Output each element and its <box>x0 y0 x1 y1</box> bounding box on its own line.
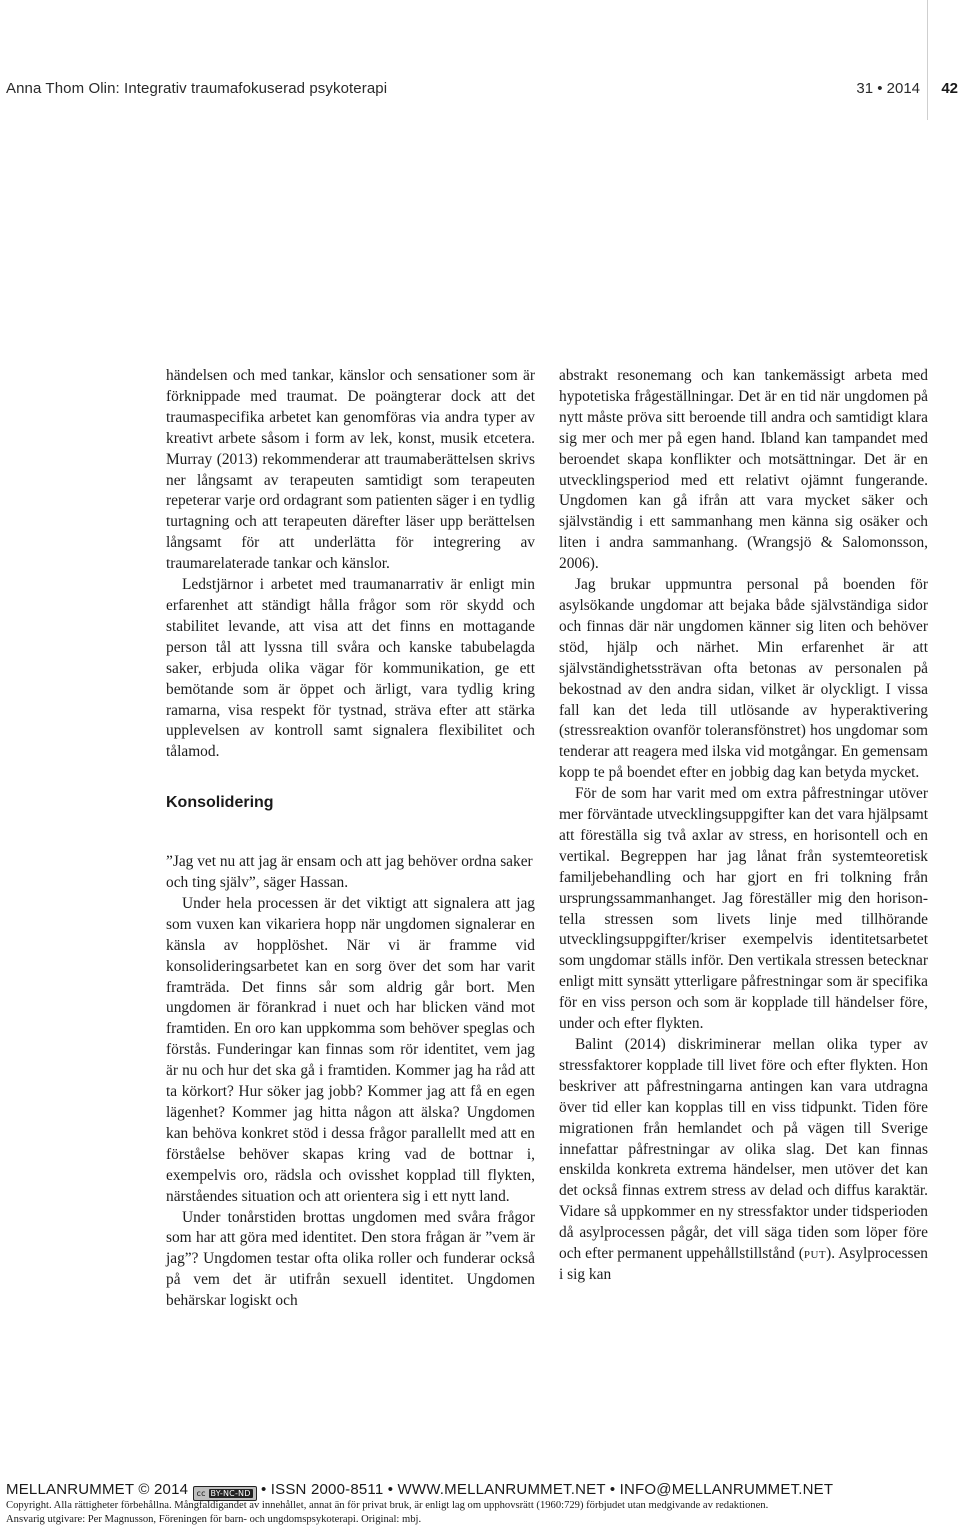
left-column <box>166 366 535 1312</box>
issue-label: 31 • 2014 <box>856 80 920 97</box>
paragraph-text: Balint (2014) diskriminerar mellan olika typer av stressfaktorer kopplade till livet före och efter flykten. Hon beskriver att påfrestningarna antingen kan vara utdragna över tid eller kan kopplas till en viss tidpunkt. Tiden före migrationen från hemlandet och på vägen till Sverige innefattar påfrestningar av olika slag. Det kan finnas enskilda konkreta extrema händelser, men utöver det kan det också finnas extrem stress av delad och diffus karaktär. Vidare så uppkommer en ny stressfaktor under tidsperioden då asylprocessen pågår, det vill säga tiden som löper före och efter permanent uppehållstillstånd ( <box>559 1036 928 1263</box>
cc-license-icon <box>193 1486 257 1501</box>
page-header <box>6 80 960 104</box>
section-heading: Konsolidering <box>166 794 274 812</box>
copyright-icon: © <box>138 1481 150 1498</box>
paragraph: Under hela processen är det viktigt att signalera att jag som vuxen kan vikariera hopp när ungdomen signalerar en känsla av hopplöshet. När vi är framme vid konsolideringsarbetet kan en sorg över det som har varit framträda. Det finns sår som aldrig går bort. Men ungdomen är förankrad i nuet och har blicken vänd mot framtiden. En oro kan uppkomma som behöver speglas och förstås. Funderingar kan finnas som rör identitet, vem jag är nu och hur det ska gå i framtiden. Kommer jag ha råd att ta körkort? Hur söker jag jobb? Kommer jag att få en egen lägenhet? Kommer jag hitta någon att älska? Ungdomen kan behöva konkret stöd i dessa frågor parallellt med att en förståelse behöver skapas kring vad de bottnar i, exempelvis oro, rädsla och ovisshet kopplad till flykten, närståendes situation och att orientera sig i ett nytt land. <box>166 894 535 1205</box>
paragraph: händelsen och med tankar, känslor och sensationer som är förknippade med traumat. De poängterar dock att det traumaspecifika arbetet kan genomföras via andra typer av kreativt arbete såsom i form av lek, konst, musik etcetera. Murray (2013) rekommenderar att traumaberättelsen skrivs ner långsamt av terapeuten samtidigt som terapeuten repeterar varje ord ordagrant som patienten säger i en tydlig turtagning och att terapeuten därefter läser upp berättelsen långsamt för att underlätta för integrering av traumarelaterade tankar och känslor. <box>166 367 535 573</box>
paragraph: Jag brukar uppmuntra personal på boenden för asylsökande ungdomar att bejaka både självständiga sidor och finnas där när ungdomen känner sig liten och behöver stöd, hjälp och närhet. Min erfarenhet är att självständighetssträvan ofta betonas av personalen på bekostnad av den andra sidan, vilket är olyckligt. I vissa fall kan det leda till utlösande av hyperaktivering (stressreaktion ovanför toleransfönstret) hos ungdomar som tenderar att reagera med ilska vid motgångar. En gemensam kopp te på boendet efter en jobbig dag kan betyda mycket. <box>559 576 928 782</box>
footer-copyright: Copyright. Alla rättigheter förbehållna. Mångfaldigandet av innehållet, annat än för privat bruk, är enligt lag om upphovsrätt (1960:729) förbjudet utan medgivande av redaktionen. <box>6 1500 769 1511</box>
block-quote: ”Jag vet nu att jag är ensam och att jag behöver ordna saker och ting själv”, säger Hassan. <box>166 853 533 892</box>
paragraph: Under tonårstiden brottas ungdomen med svåra frågor som har att göra med identitet. Den stora frågan är ”vem är jag”? Ungdomen testar ofta olika roller och funderar också på vem det är utifrån sexuell identitet. Ungdomen behärskar logiskt och <box>166 1208 535 1310</box>
footer-publisher: Ansvarig utgivare: Per Magnusson, Föreningen för barn- och ungdomspsykoterapi. Original: mbj. <box>6 1514 422 1525</box>
running-title: Anna Thom Olin: Integrativ traumafokuserad psykoterapi <box>6 80 388 97</box>
cc-mark: cc <box>196 1489 206 1498</box>
footer-masthead <box>6 1481 956 1501</box>
paragraph: Ledstjärnor i arbetet med traumanarrativ är enligt min erfarenhet att ständigt hålla frågor som rör skydd och stabilitet levande, att visa att det finns en mottagande person tål att lyssna till svåra och kanske tabubelagda saker, erbjuda olika vägar för kommunikation, ge ett bemötande som är öppet och ärligt, vara tydlig kring ramarna, visa respekt för tystnad, sträva efter att stärka upplevelsen av kontroll samt signalera flexibilitet och tålamod. <box>166 576 535 761</box>
paragraph: abstrakt resonemang och kan tankemässigt arbeta med hypotetiska frågeställningar. Det är en tid när ungdomen på nytt måste pröva sitt beroende till andra och samtidigt klara sig mer och mer på egen hand. Ibland kan tampandet med beroendet skapa konflikter och motsättningar. Det är en utvecklingsperiod med ett relativt ojämnt fungerande. Ungdomen kan gå ifrån att vara mycket säker och självständig i ett sammanhang men känna sig osäker och liten i andra sammanhang. (Wrangsjö & Salomonsson, 2006). <box>559 367 928 573</box>
footer-contact: • ISSN 2000-8511 • WWW.MELLANRUMMET.NET • INFO@MELLANRUMMET.NET <box>260 1481 834 1498</box>
right-column <box>559 366 928 1286</box>
page-number: 42 <box>941 80 958 97</box>
cc-terms: BY-NC-ND <box>210 1489 251 1498</box>
acronym: put <box>803 1245 827 1263</box>
paragraph <box>559 1035 928 1286</box>
footer-year: 2014 <box>154 1481 189 1498</box>
paragraph-text: ). Asylprocessen i sig kan <box>559 1245 928 1283</box>
footer-brand: MELLANRUMMET <box>6 1481 134 1498</box>
paragraph: För de som har varit med om extra påfrestningar utöver mer förväntade utvecklingsuppgifter kan det vara hjälpsamt att föreställa sig två axlar av stress, en horisontell och en vertikal. Begreppen har jag lånat från systemteoretisk familjebehandling och har gjort en fri tolkning från ursprungssammanhanget. Jag föreställer mig den horisontella stressen som livets linje med tillhörande utvecklingsuppgifter/kriser exempelvis identitetsarbetet som ungdomar ställs inför. Den vertikala stressen betecknar enligt mitt synsätt ytterligare påfrestningar som är specifika för en viss person och som är kopplade till händelser före, under och efter flykten. <box>559 785 928 1033</box>
